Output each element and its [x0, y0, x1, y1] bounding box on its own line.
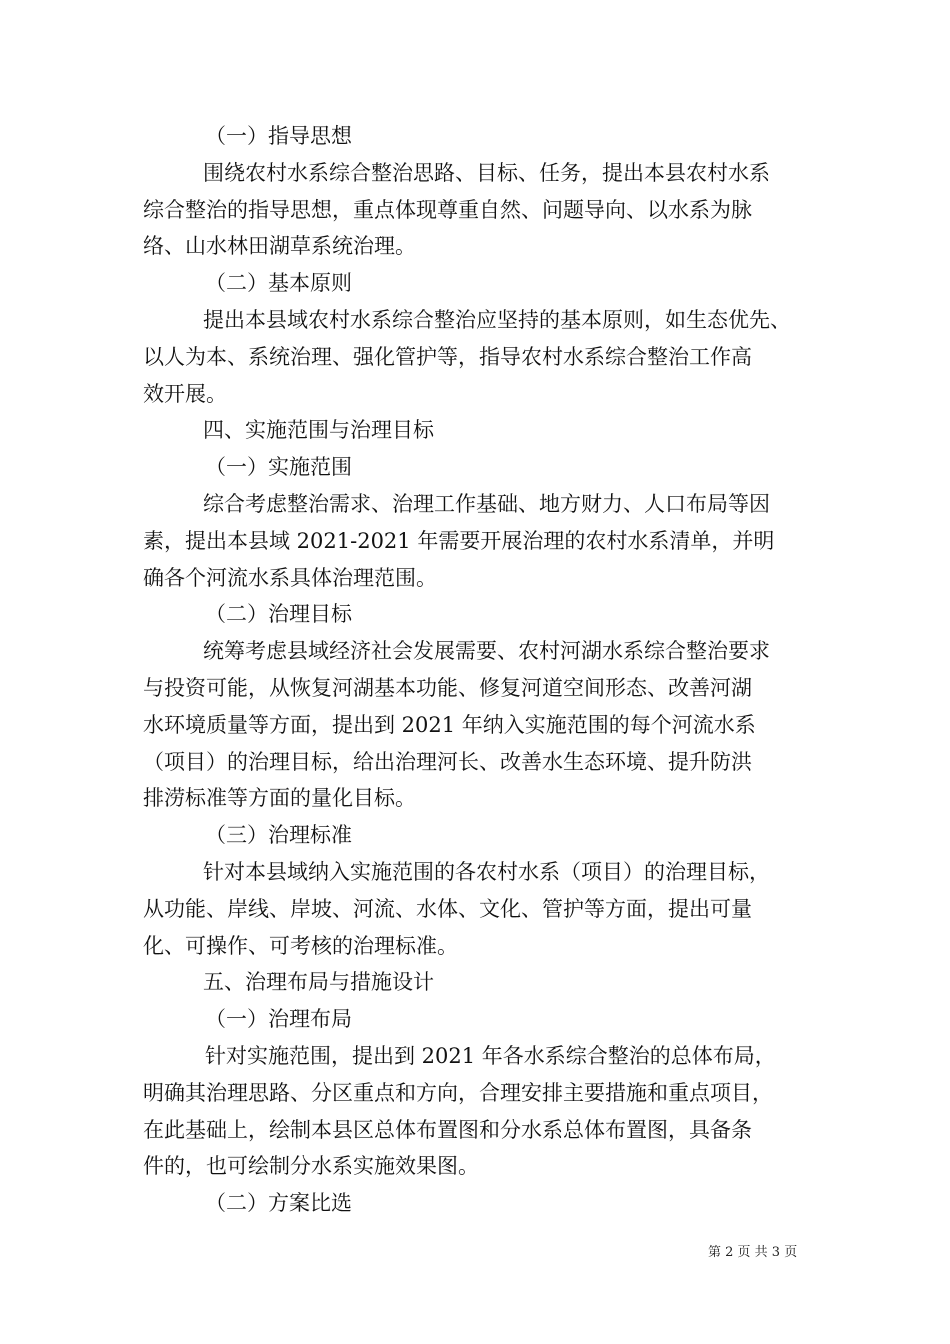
document-body	[143, 118, 815, 1222]
paragraph-line: 水环境质量等方面，提出到 2021 年纳入实施范围的每个河流水系	[143, 712, 756, 737]
paragraph-line: 效开展。	[143, 381, 227, 406]
paragraph-line: 排涝标准等方面的量化目标。	[143, 786, 416, 811]
paragraph-line: 件的，也可绘制分水系实施效果图。	[143, 1154, 479, 1179]
paragraph-line: 围绕农村水系综合整治思路、目标、任务，提出本县农村水系	[203, 160, 770, 185]
paragraph-line: 提出本县域农村水系综合整治应坚持的基本原则，如生态优先、	[203, 307, 791, 332]
paragraph-line: 针对实施范围，提出到 2021 年各水系综合整治的总体布局，	[205, 1043, 776, 1068]
paragraph-line: 络、山水林田湖草系统治理。	[143, 234, 416, 259]
paragraph-line: 统筹考虑县域经济社会发展需要、农村河湖水系综合整治要求	[203, 639, 770, 664]
paragraph-line: 针对本县域纳入实施范围的各农村水系（项目）的治理目标，	[203, 859, 770, 884]
paragraph-line: （项目）的治理目标，给出治理河长、改善水生态环境、提升防洪	[143, 749, 752, 774]
paragraph-line: 综合考虑整治需求、治理工作基础、地方财力、人口布局等因	[203, 491, 770, 516]
section-heading: （二）治理目标	[205, 602, 352, 627]
section-heading: （一）指导思想	[205, 124, 352, 148]
section-heading: （二）方案比选	[205, 1191, 352, 1216]
paragraph-line: 综合整治的指导思想，重点体现尊重自然、问题导向、以水系为脉	[143, 197, 752, 222]
chapter-heading: 四、实施范围与治理目标	[203, 418, 434, 443]
paragraph-line: 从功能、岸线、岸坡、河流、水体、文化、管护等方面，提出可量	[143, 896, 752, 921]
section-heading: （三）治理标准	[205, 823, 352, 848]
paragraph-line: 确各个河流水系具体治理范围。	[143, 565, 437, 590]
paragraph-line: 素，提出本县域 2021-2021 年需要开展治理的农村水系清单，并明	[143, 528, 775, 553]
paragraph-line: 在此基础上，绘制本县区总体布置图和分水系总体布置图，具备条	[143, 1117, 752, 1142]
section-heading: （一）治理布局	[205, 1007, 352, 1032]
section-heading: （一）实施范围	[205, 455, 352, 480]
section-heading: （二）基本原则	[205, 271, 352, 296]
chapter-heading: 五、治理布局与措施设计	[203, 970, 434, 995]
paragraph-line: 以人为本、系统治理、强化管护等，指导农村水系综合整治工作高	[143, 344, 752, 369]
paragraph-line: 与投资可能，从恢复河湖基本功能、修复河道空间形态、改善河湖	[143, 675, 752, 700]
page-number: 第 2 页 共 3 页	[708, 1245, 798, 1260]
paragraph-line: 明确其治理思路、分区重点和方向，合理安排主要措施和重点项目，	[143, 1080, 773, 1105]
paragraph-line: 化、可操作、可考核的治理标准。	[143, 933, 458, 958]
